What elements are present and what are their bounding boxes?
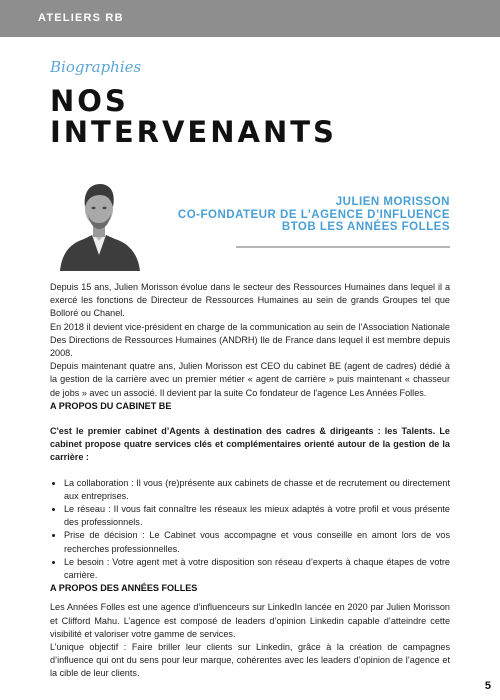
section-label: Biographies bbox=[50, 58, 142, 76]
service-item: • La collaboration : Il vous (re)présente aux cabinets de chasse et de recrutement ou directement aux entreprises. bbox=[64, 477, 450, 503]
cabinet-lead: C'est le premier cabinet d’Agents à destination des cadres & dirigeants : les Talents. Le cabinet propose quatre services clés et complémentaires orienté autour de la gestion de la carrière : bbox=[50, 426, 450, 463]
speaker-portrait bbox=[58, 171, 140, 271]
services-list bbox=[50, 477, 450, 583]
speaker-divider bbox=[236, 246, 450, 248]
bio-paragraph-3: Depuis maintenant quatre ans, Julien Morisson est CEO du cabinet BE (agent de cadres) dédié à la gestion de la carrière avec un premier métier « agent de carrière » puis maintenant « chasseur de jobs » avec un associé. Il devient par la suite Co fondateur de l'agence Les Années Folles. bbox=[50, 361, 450, 398]
agence-paragraph-2: L’unique objectif : Faire briller leur clients sur Linkedin, grâce à la création de campagnes d’influence qui ont du sens pour leur marque, cohérentes avec les leaders d’opinion de l’agence et la cible de leur clients. bbox=[50, 642, 450, 679]
speaker-role-line-2: BTOB LES ANNÉES FOLLES bbox=[281, 221, 450, 233]
page-title bbox=[50, 86, 337, 148]
agence-paragraph-1: Les Années Folles est une agence d’influenceurs sur LinkedIn lancée en 2020 par Julien Morisson et Clifford Mahu. L’agence est composé de leaders d’opinion Linkedin capable d’atteindre cette visibilité et valoriser votre gamme de services. bbox=[50, 602, 450, 639]
speaker-role-line-1: CO-FONDATEUR DE L’AGENCE D’INFLUENCE bbox=[177, 208, 450, 221]
bio-paragraph-2: En 2018 il devient vice-président en charge de la communication au sein de l’Association Nationale Des Directions de Ressources Humaines (ANDRH) Ile de France dans lequel il est membre depuis 2008. bbox=[50, 321, 450, 359]
agence-heading: A PROPOS DES ANNÉES FOLLES bbox=[50, 583, 198, 594]
speaker-name: JULIEN MORISSON bbox=[335, 196, 450, 208]
service-item: • Le réseau : Il vous fait connaître les réseaux les mieux adaptés à votre profil et vous présente des professionnels. bbox=[64, 503, 450, 529]
cabinet-heading: A PROPOS DU CABINET BE bbox=[50, 400, 172, 411]
page-title-line-1: NOS bbox=[50, 84, 129, 118]
speaker-block bbox=[150, 196, 450, 234]
brand-label: ATELIERS RB bbox=[38, 12, 124, 24]
body-content bbox=[50, 281, 450, 681]
page-title-line-2: INTERVENANTS bbox=[50, 115, 337, 149]
bio-paragraph-1: Depuis 15 ans, Julien Morisson évolue dans le secteur des Ressources Humaines dans lequel il a exercé les fonctions de Directeur de Ressources Humaines au sein de grands Groupes tel que Bolloré ou Chanel. bbox=[50, 282, 450, 319]
page-number: 5 bbox=[484, 680, 491, 692]
header-bar bbox=[0, 0, 500, 37]
service-item: • Prise de décision : Le Cabinet vous accompagne et vous conseille en amont lors de vos recherches professionnelles. bbox=[64, 529, 450, 555]
service-item: • Le besoin : Votre agent met à votre disposition son réseau d’experts à chaque étapes de votre carrière. bbox=[64, 556, 450, 582]
